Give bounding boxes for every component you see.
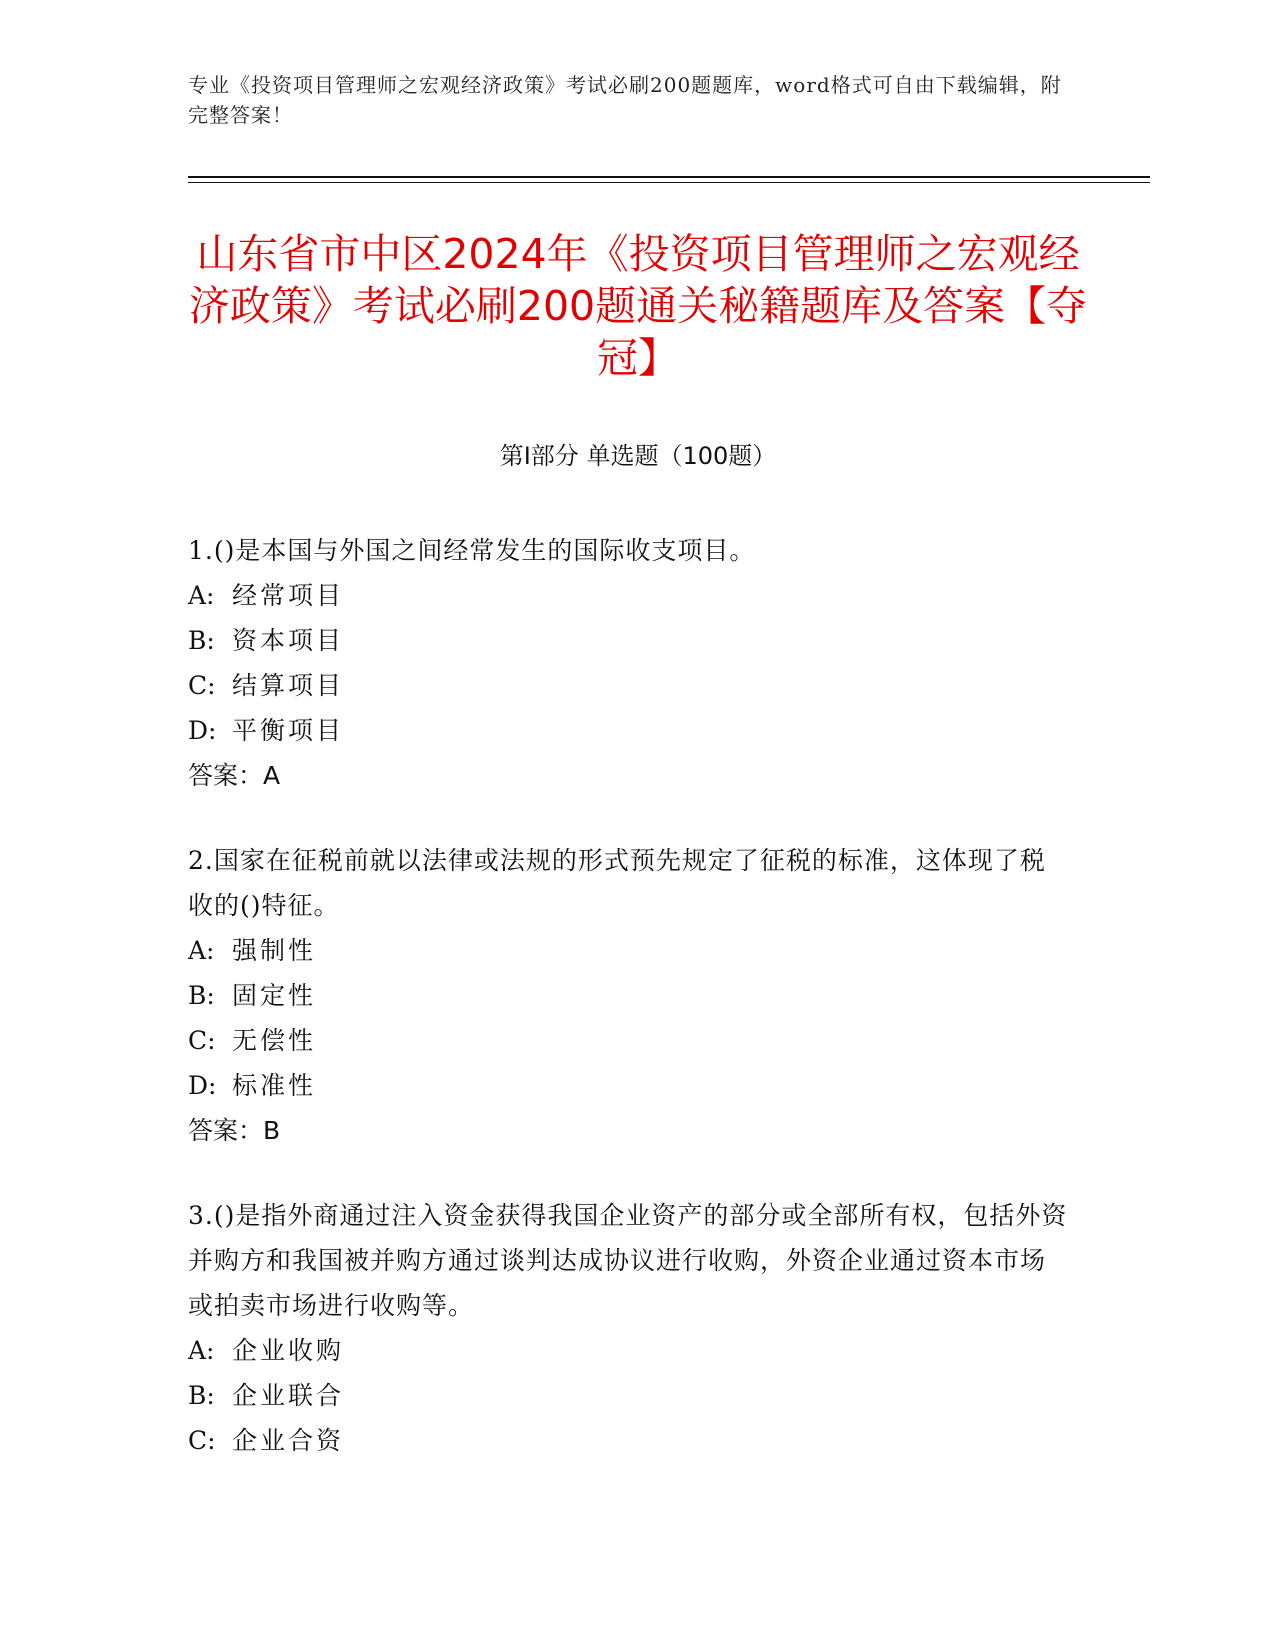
header-note: 专业《投资项目管理师之宏观经济政策》考试必刷200题题库，word格式可自由下载编辑，附完整答案！ <box>188 73 1062 127</box>
option-row <box>188 618 1068 663</box>
option-value: 标准性 <box>232 1071 317 1100</box>
option-value: 企业合资 <box>232 1426 345 1455</box>
option-row <box>188 1418 1068 1463</box>
question-item <box>188 838 1068 1153</box>
answer-label: 答案： <box>188 761 264 790</box>
option-value: 结算项目 <box>232 671 345 700</box>
question-text: 2.国家在征税前就以法律或法规的形式预先规定了征税的标准，这体现了税收的()特征。 <box>188 846 1046 920</box>
section-title: 第I部分 单选题（100题） <box>499 442 777 470</box>
option-row <box>188 573 1068 618</box>
option-key: B: <box>188 1381 215 1410</box>
answer-value: B <box>263 1116 281 1145</box>
option-value: 平衡项目 <box>232 716 345 745</box>
option-row <box>188 928 1068 973</box>
option-key: B: <box>188 626 215 655</box>
header-divider-thin <box>188 182 1150 183</box>
question-item <box>188 1193 1068 1463</box>
option-row <box>188 1373 1068 1418</box>
option-key: C: <box>188 671 216 700</box>
option-key: D: <box>188 1071 217 1100</box>
option-value: 无偿性 <box>232 1026 317 1055</box>
option-key: A: <box>188 1336 215 1365</box>
option-row <box>188 1018 1068 1063</box>
answer-value: A <box>263 761 281 790</box>
header-divider-thick <box>188 176 1150 178</box>
option-row <box>188 1328 1068 1373</box>
option-key: A: <box>188 936 215 965</box>
option-row <box>188 663 1068 708</box>
option-key: A: <box>188 581 215 610</box>
answer-line <box>188 1108 1068 1153</box>
option-value: 强制性 <box>232 936 317 965</box>
option-value: 企业收购 <box>232 1336 345 1365</box>
option-key: B: <box>188 981 215 1010</box>
document-title: 山东省市中区2024年《投资项目管理师之宏观经济政策》考试必刷200题通关秘籍题库及答案【夺冠】 <box>188 230 1088 382</box>
option-row <box>188 973 1068 1018</box>
answer-line <box>188 753 1068 798</box>
option-row <box>188 1063 1068 1108</box>
option-value: 资本项目 <box>232 626 345 655</box>
question-text: 1.()是本国与外国之间经常发生的国际收支项目。 <box>188 536 756 565</box>
answer-label: 答案： <box>188 1116 264 1145</box>
option-row <box>188 708 1068 753</box>
question-text: 3.()是指外商通过注入资金获得我国企业资产的部分或全部所有权，包括外资并购方和我国被并购方通过谈判达成协议进行收购，外资企业通过资本市场或拍卖市场进行收购等。 <box>188 1201 1068 1320</box>
question-item <box>188 528 1068 798</box>
question-list <box>188 528 1068 1503</box>
option-value: 经常项目 <box>232 581 345 610</box>
option-key: C: <box>188 1426 216 1455</box>
option-key: D: <box>188 716 217 745</box>
option-key: C: <box>188 1026 216 1055</box>
option-value: 企业联合 <box>232 1381 345 1410</box>
option-value: 固定性 <box>232 981 317 1010</box>
